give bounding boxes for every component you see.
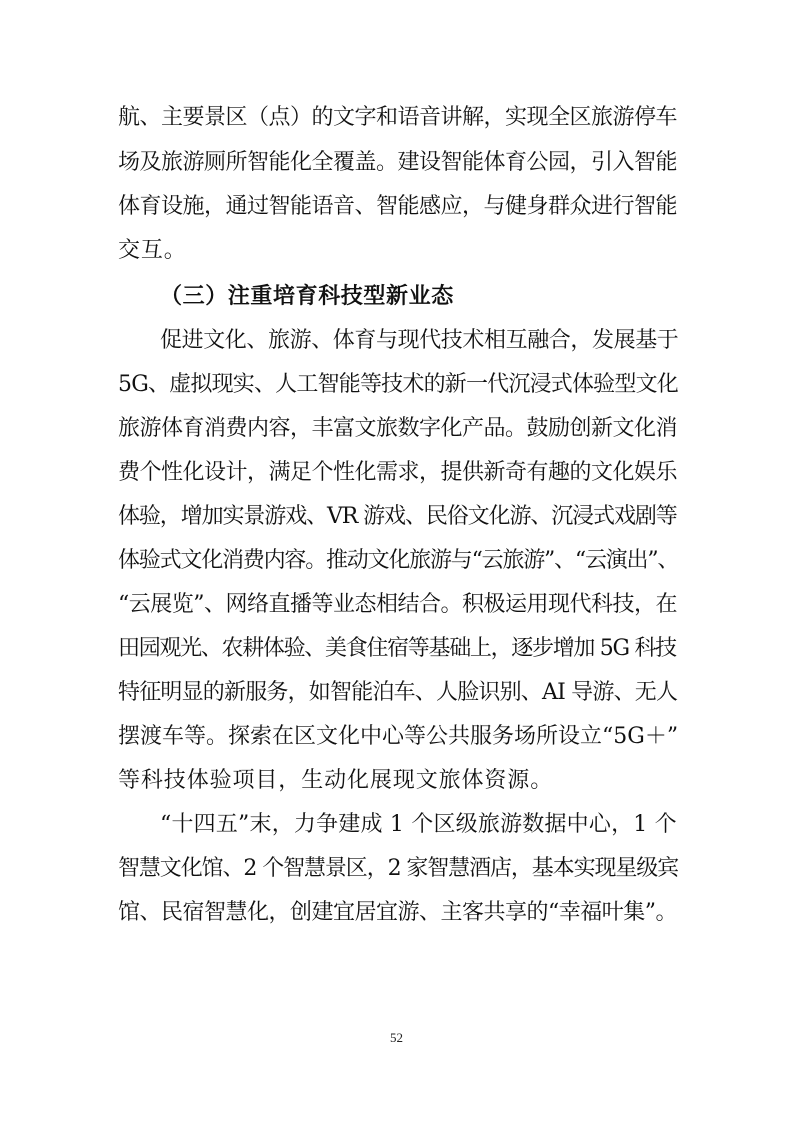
paragraph-2-line-2: 5G、虚拟现实、人工智能等技术的新一代沉浸式体验型文化 xyxy=(118,372,678,397)
paragraph-2-line-5: 体验，增加实景游戏、VR 游戏、民俗文化游、沉浸式戏剧等 xyxy=(118,504,677,529)
paragraph-1-line-4: 交互。 xyxy=(118,238,187,263)
paragraph-2-line-6: 体验式文化消费内容。推动文化旅游与“云旅游”、“云演出”、 xyxy=(118,548,679,573)
paragraph-2-line-1: 促进文化、旅游、体育与现代技术相互融合，发展基于 xyxy=(160,328,679,353)
paragraph-2-line-4: 费个性化设计，满足个性化需求，提供新奇有趣的文化娱乐 xyxy=(118,460,678,485)
paragraph-1-line-3: 体育设施，通过智能语音、智能感应，与健身群众进行智能 xyxy=(118,194,678,219)
paragraph-1-line-1: 航、主要景区（点）的文字和语音讲解，实现全区旅游停车 xyxy=(118,105,678,130)
paragraph-2-line-3: 旅游体育消费内容，丰富文旅数字化产品。鼓励创新文化消 xyxy=(118,416,678,441)
paragraph-2-line-9: 特征明显的新服务，如智能泊车、人脸识别、AI 导游、无人 xyxy=(118,680,678,705)
paragraph-3-line-1: “十四五”末，力争建成 1 个区级旅游数据中心，1 个 xyxy=(160,812,677,837)
paragraph-2-line-10: 摆渡车等。探索在区文化中心等公共服务场所设立“5G＋” xyxy=(118,724,679,749)
paragraph-2-line-8: 田园观光、农耕体验、美食住宿等基础上，逐步增加 5G 科技 xyxy=(118,636,676,661)
paragraph-3-line-2: 智慧文化馆、2 个智慧景区，2 家智慧酒店，基本实现星级宾 xyxy=(118,856,679,881)
paragraph-1-line-2: 场及旅游厕所智能化全覆盖。建设智能体育公园，引入智能 xyxy=(118,150,678,175)
page-number: 52 xyxy=(390,1030,403,1045)
paragraph-3-line-3: 馆、民宿智慧化，创建宜居宜游、主客共享的“幸福叶集”。 xyxy=(118,900,677,925)
paragraph-2-line-11: 等科技体验项目，生动化展现文旅体资源。 xyxy=(118,768,554,793)
section-heading: （三）注重培育科技型新业态 xyxy=(160,284,454,309)
paragraph-2-line-7: “云展览”、网络直播等业态相结合。积极运用现代科技，在 xyxy=(118,592,677,617)
